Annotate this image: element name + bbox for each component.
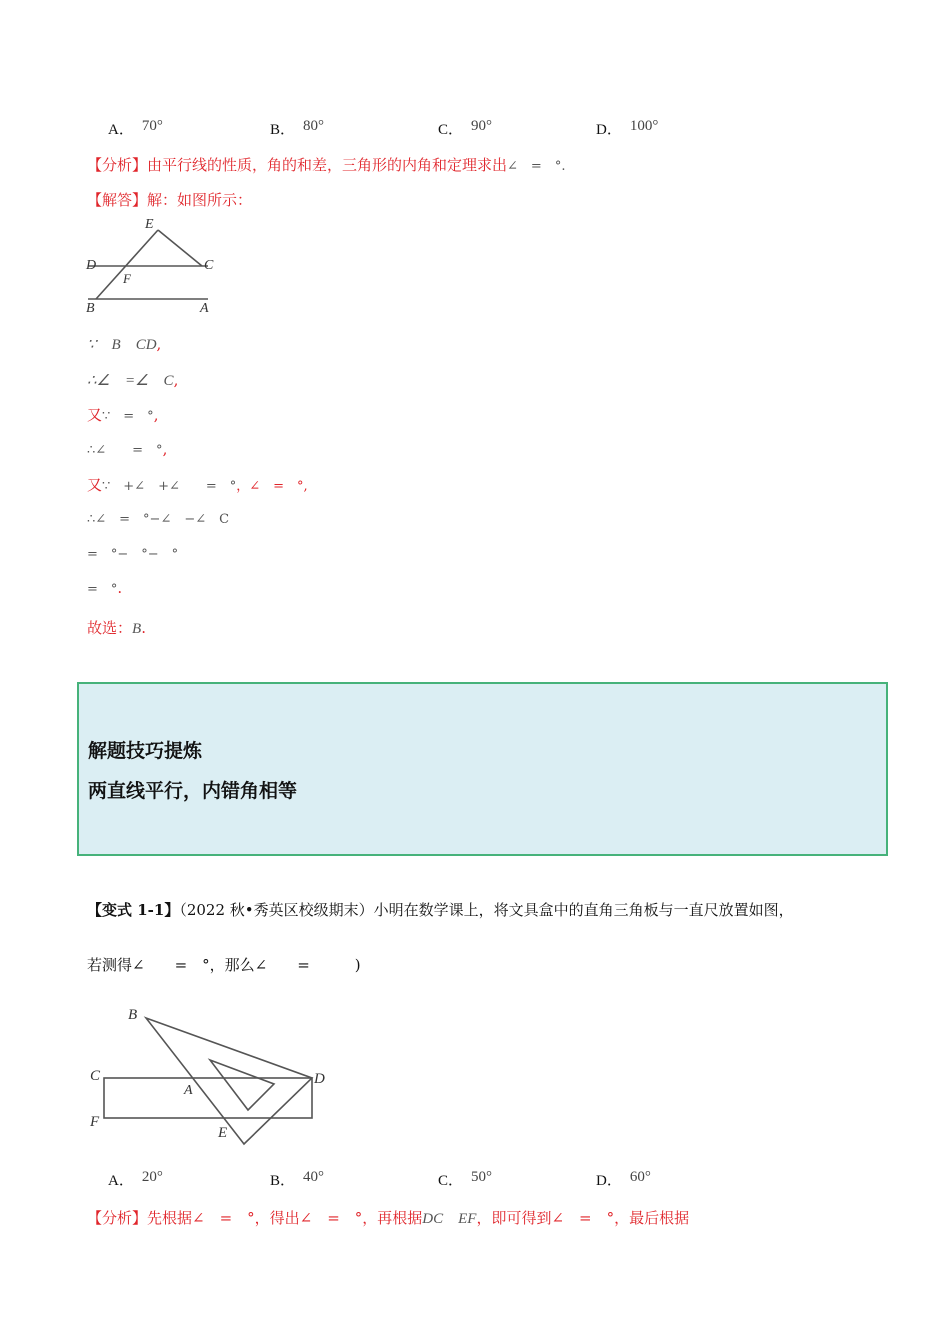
analysis2-math: DC EF <box>422 1211 477 1227</box>
analysis2-text2: ，即可得到∠ = °，最后根据 <box>476 1209 690 1227</box>
label-b: B <box>86 301 95 316</box>
solution-line-5: 又∵ +∠ +∠ = °，∠ = °, <box>87 476 308 494</box>
label-e: E <box>145 217 154 232</box>
label-c: C <box>204 258 214 273</box>
analysis2-tag: 【分析】 <box>87 1209 148 1227</box>
label-f2: F <box>90 1114 100 1130</box>
choice2-c: C． 50° <box>438 1169 493 1189</box>
figure-parallel-lines <box>80 212 230 318</box>
analysis-text: 由平行线的性质，角的和差，三角形的内角和定理求出 <box>147 156 508 174</box>
variant-text: 小明在数学课上，将文具盒中的直角三角板与一直尺放置如图， <box>373 901 794 919</box>
triangle-inner <box>210 1060 274 1110</box>
solution-line-8: = °. <box>87 579 123 597</box>
solution-line-3: 又∵ = °, <box>87 406 159 424</box>
label-a: A <box>200 301 209 316</box>
label-d: D <box>86 258 97 273</box>
variant-line-2: 若测得∠ = °，那么∠ = ) <box>87 956 361 974</box>
answer-line <box>87 189 252 210</box>
analysis2-text: 先根据∠ = °，得出∠ = °，再根据 <box>147 1209 423 1227</box>
solution-line-1: ∵ B CD, <box>87 335 162 353</box>
label-b2: B <box>128 1007 138 1023</box>
label-c2: C <box>90 1068 101 1084</box>
solution-line-6: ∴∠ = °−∠ −∠ C <box>87 512 230 527</box>
conclusion-value: B <box>132 621 142 637</box>
choice-b: B． 80° <box>270 118 325 138</box>
conclusion-label: 故选： <box>87 619 133 637</box>
triangle-outer <box>146 1018 312 1144</box>
label-f: F <box>123 271 131 286</box>
analysis2-line <box>87 1207 689 1228</box>
tip-title: 解题技巧提炼 <box>88 740 203 762</box>
choice2-b: B． 40° <box>270 1169 325 1189</box>
variant-tag: 【变式 1-1】 <box>87 901 180 919</box>
choice2-a: A． 20° <box>108 1169 163 1189</box>
segment-ec <box>158 230 202 266</box>
tip-box <box>77 682 888 856</box>
label-d2: D <box>314 1071 325 1087</box>
tip-subtitle: 两直线平行，内错角相等 <box>88 780 298 802</box>
analysis-line <box>87 154 565 175</box>
figure-triangle-ruler <box>84 1000 344 1150</box>
analysis-tag: 【分析】 <box>87 156 148 174</box>
conclusion-line: 故选：B. <box>87 619 146 637</box>
analysis-tail: ∠ = °. <box>507 159 566 174</box>
answer-text: 解：如图所示： <box>147 191 253 209</box>
choice-a: A． 70° <box>108 118 163 138</box>
choice-d: D． 100° <box>596 118 659 138</box>
answer-tag: 【解答】 <box>87 191 148 209</box>
solution-line-7: = °− °− ° <box>87 547 179 562</box>
variant-source: （2022 秋•秀英区校级期末） <box>179 901 374 919</box>
variant-line-1 <box>87 899 794 920</box>
segment-eb <box>96 230 158 299</box>
solution-line-4: ∴∠ = °, <box>87 440 168 458</box>
label-a2: A <box>184 1083 193 1098</box>
label-e2: E <box>218 1125 228 1141</box>
choice-c: C． 90° <box>438 118 493 138</box>
choice2-d: D． 60° <box>596 1169 651 1189</box>
solution-line-2: ∴∠ =∠ C, <box>87 371 179 389</box>
